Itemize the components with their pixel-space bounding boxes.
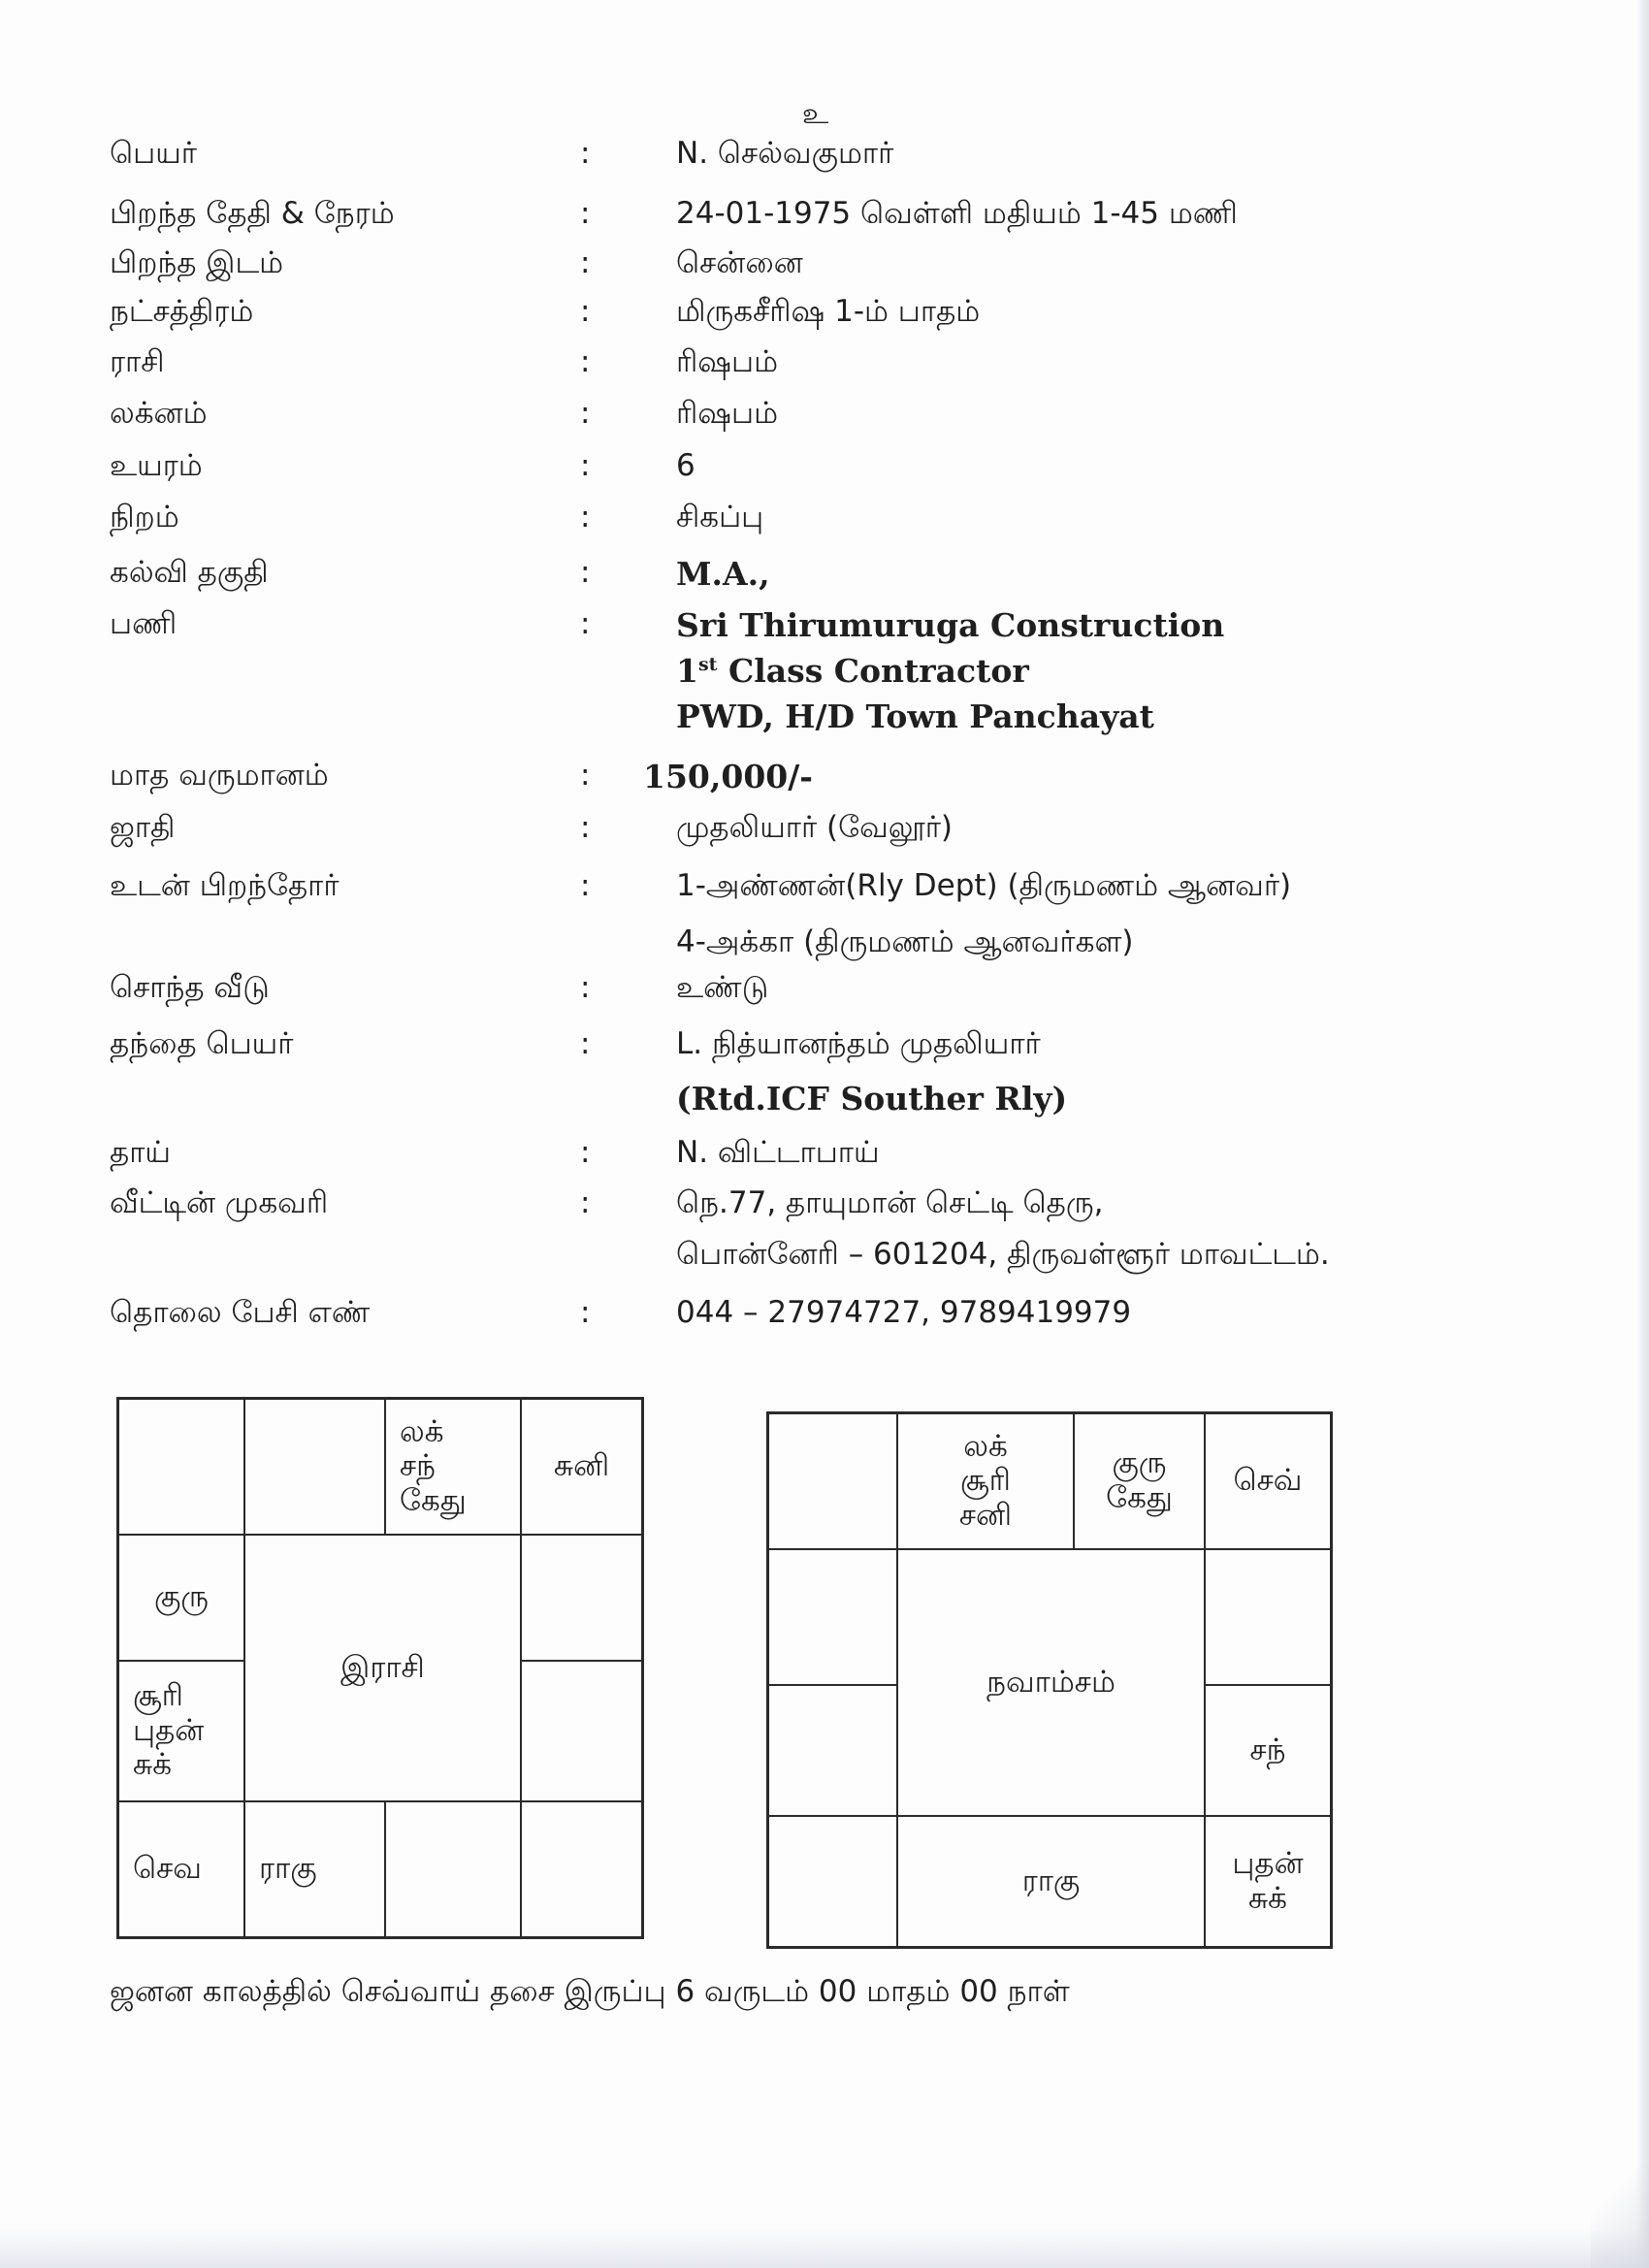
rasi-cell: [118, 1661, 244, 1801]
rasi-chart: [116, 1397, 644, 1939]
pillaiyar-suzhi-mark: உ: [802, 97, 829, 131]
field-value: [676, 294, 980, 340]
field-row-birth-place: [0, 245, 1649, 294]
field-colon: :: [580, 1026, 591, 1061]
value-line: ரிஷபம்: [676, 396, 779, 431]
navamsa-cell: [768, 1549, 897, 1685]
rasi-chart-title: இராசி: [340, 1649, 425, 1685]
rasi-cell: [521, 1535, 642, 1661]
rasi-cell: [118, 1801, 244, 1937]
planet-label: குரு: [1112, 1445, 1167, 1481]
planet-label: செவ: [133, 1851, 202, 1887]
ordinal-suffix: st: [697, 654, 718, 675]
field-colon: :: [580, 294, 591, 329]
field-value: [676, 196, 1238, 242]
field-colon: :: [580, 868, 591, 903]
value-line: பொன்னேரி – 601204, திருவள்ளூர் மாவட்டம்.: [676, 1237, 1330, 1272]
navamsa-cell: [1205, 1816, 1331, 1947]
field-colon: :: [580, 606, 591, 641]
planet-label: சுக்: [133, 1747, 173, 1783]
field-label: கல்வி தகுதி: [110, 555, 269, 590]
rasi-cell: [521, 1661, 642, 1801]
field-value: [676, 810, 953, 856]
planet-label: ராகு: [259, 1851, 317, 1887]
navamsa-cell: [768, 1413, 897, 1549]
navamsa-cell: [1205, 1549, 1331, 1685]
planet-stack: [1106, 1446, 1173, 1515]
planet-stack: [1232, 1847, 1303, 1916]
field-value: [676, 1026, 1067, 1125]
value-line: 24-01-1975 வெள்ளி மதியம் 1-45 மணி: [676, 196, 1238, 231]
value-line: உண்டு: [676, 970, 769, 1005]
field-value: [676, 970, 768, 1016]
planet-label: சூரி: [133, 1678, 183, 1714]
field-colon: :: [580, 448, 591, 483]
field-colon: :: [580, 1295, 591, 1330]
field-row-lagnam: [0, 396, 1649, 444]
field-row-occupation: [0, 606, 1649, 752]
navamsa-chart-title: நவாம்சம்: [986, 1664, 1116, 1700]
field-value: [676, 868, 1291, 970]
value-line: சிகப்பு: [676, 500, 764, 535]
field-value: [676, 1295, 1131, 1341]
field-row-birth-date-time: [0, 196, 1649, 244]
field-label: லக்னம்: [110, 396, 208, 431]
navamsa-cell: [1205, 1685, 1331, 1816]
value-line: 6: [676, 448, 695, 483]
field-label: பிறந்த தேதி & நேரம்: [110, 196, 395, 231]
value-line: ரிஷபம்: [676, 344, 779, 379]
field-label: தாய்: [110, 1135, 171, 1170]
value-line: 4-அக்கா (திருமணம் ஆனவர்கள): [676, 924, 1134, 959]
field-label: பெயர்: [110, 136, 197, 171]
field-label: நிறம்: [110, 500, 179, 535]
field-value: [676, 396, 778, 441]
value-line: 044 – 27974727, 9789419979: [676, 1295, 1132, 1330]
field-label: பிறந்த இடம்: [110, 245, 284, 280]
field-colon: :: [580, 810, 591, 845]
value-line: N. செல்வகுமார்: [676, 136, 894, 171]
field-colon: :: [580, 970, 591, 1005]
navamsa-cell: [768, 1685, 897, 1816]
rasi-cell: [118, 1399, 244, 1535]
field-value: [676, 1185, 1330, 1282]
planet-stack: [133, 1679, 204, 1783]
value-line: N. விட்டாபாய்: [676, 1135, 880, 1170]
field-colon: :: [580, 196, 591, 231]
field-value: [676, 448, 695, 494]
value-line: M.A.,: [676, 555, 770, 593]
field-value: [643, 758, 813, 803]
planet-label: குரு: [153, 1579, 210, 1615]
planet-stack: [400, 1415, 467, 1519]
planet-label: சுனி: [553, 1448, 610, 1484]
field-colon: :: [580, 758, 591, 793]
field-colon: :: [580, 396, 591, 431]
navamsa-chart: [766, 1411, 1333, 1949]
value-line: (Rtd.ICF Souther Rly): [676, 1080, 1068, 1118]
field-label: பணி: [110, 606, 178, 641]
field-label: நட்சத்திரம்: [110, 294, 254, 329]
value-line: சென்னை: [676, 245, 803, 280]
planet-label: லக்: [400, 1413, 444, 1449]
field-label: மாத வருமானம்: [110, 758, 329, 793]
planet-label: புதன்: [133, 1712, 205, 1748]
planet-label: சனி: [958, 1497, 1013, 1533]
navamsa-cell: [768, 1816, 897, 1947]
ordinal-number: 1: [676, 652, 698, 690]
value-line: முதலியார் (வேலூர்): [676, 810, 954, 845]
field-colon: :: [580, 344, 591, 379]
field-label: தந்தை பெயர்: [110, 1026, 294, 1061]
rasi-cell: [118, 1535, 244, 1661]
dasa-balance-line: ஜனன காலத்தில் செவ்வாய் தசை இருப்பு 6 வருடம் 00 மாதம் 00 நாள்: [110, 1974, 1070, 2009]
navamsa-cell: [897, 1816, 1205, 1947]
navamsa-cell: [1074, 1413, 1205, 1549]
field-value: [676, 1135, 880, 1181]
value-line-rest: Class Contractor: [717, 652, 1029, 690]
field-row-complexion: [0, 500, 1649, 548]
field-label: தொலை பேசி எண்: [110, 1295, 371, 1330]
planet-label: கேது: [400, 1482, 467, 1518]
field-row-monthly-income: [0, 758, 1649, 806]
field-row-rasi: [0, 344, 1649, 393]
field-value: [676, 555, 770, 600]
field-row-own-house: [0, 970, 1649, 1019]
field-colon: :: [580, 136, 591, 171]
planet-label: சூரி: [960, 1463, 1011, 1499]
field-value: [676, 245, 803, 291]
rasi-cell: [521, 1801, 642, 1937]
rasi-center-cell: [244, 1535, 521, 1801]
field-value: [676, 606, 1224, 743]
value-line: நெ.77, தாயுமான் செட்டி தெரு,: [676, 1185, 1104, 1220]
field-colon: :: [580, 555, 591, 590]
field-colon: :: [580, 1135, 591, 1170]
planet-label: செவ்: [1233, 1463, 1303, 1499]
paper-edge-bottom: [0, 2229, 1649, 2268]
field-colon: :: [580, 245, 591, 280]
planet-label: கேது: [1106, 1480, 1173, 1515]
planet-stack: [959, 1430, 1012, 1534]
field-row-star: [0, 294, 1649, 342]
value-line: 150,000/-: [643, 758, 814, 795]
value-line: Sri Thirumuruga Construction: [676, 606, 1225, 644]
field-row-height: [0, 448, 1649, 497]
value-line: L. நித்யானந்தம் முதலியார்: [676, 1026, 1041, 1061]
value-line: [676, 652, 1224, 697]
value-line: PWD, H/D Town Panchayat: [676, 697, 1154, 735]
field-value: [676, 344, 778, 390]
field-colon: :: [580, 500, 591, 535]
navamsa-cell: [897, 1413, 1074, 1549]
rasi-cell: [385, 1801, 521, 1937]
rasi-cell: [244, 1801, 385, 1937]
field-colon: :: [580, 1185, 591, 1220]
planet-label: ராகு: [1021, 1863, 1081, 1898]
planet-label: சுக்: [1247, 1880, 1288, 1916]
field-row-father-name: [0, 1026, 1649, 1133]
field-row-name: [0, 136, 1649, 184]
field-value: [676, 500, 763, 545]
field-row-mother-name: [0, 1135, 1649, 1183]
rasi-cell: [385, 1399, 521, 1535]
value-line: 1-அண்ணன்(Rly Dept) (திருமணம் ஆனவர்): [676, 868, 1292, 903]
field-label: சொந்த வீடு: [110, 970, 270, 1005]
field-row-phone: [0, 1295, 1649, 1344]
navamsa-cell: [1205, 1413, 1331, 1549]
field-label: வீட்டின் முகவரி: [110, 1185, 329, 1220]
value-line: மிருகசீரிஷ 1-ம் பாதம்: [676, 294, 981, 329]
planet-label: லக்: [963, 1428, 1008, 1464]
rasi-cell: [521, 1399, 642, 1535]
rasi-cell: [244, 1399, 385, 1535]
planet-label: சந்: [400, 1448, 436, 1484]
field-label: ராசி: [110, 344, 165, 379]
field-label: உடன் பிறந்தோர்: [110, 868, 340, 903]
paper-crease: [1591, 2134, 1649, 2268]
navamsa-center-cell: [897, 1549, 1205, 1816]
field-row-siblings: [0, 868, 1649, 975]
planet-label: புதன்: [1232, 1845, 1304, 1881]
field-row-caste: [0, 810, 1649, 859]
planet-label: சந்: [1249, 1732, 1286, 1767]
field-label: ஜாதி: [110, 810, 176, 845]
field-label: உயரம்: [110, 448, 203, 483]
field-row-education: [0, 555, 1649, 603]
field-row-address: [0, 1185, 1649, 1292]
field-value: [676, 136, 893, 181]
